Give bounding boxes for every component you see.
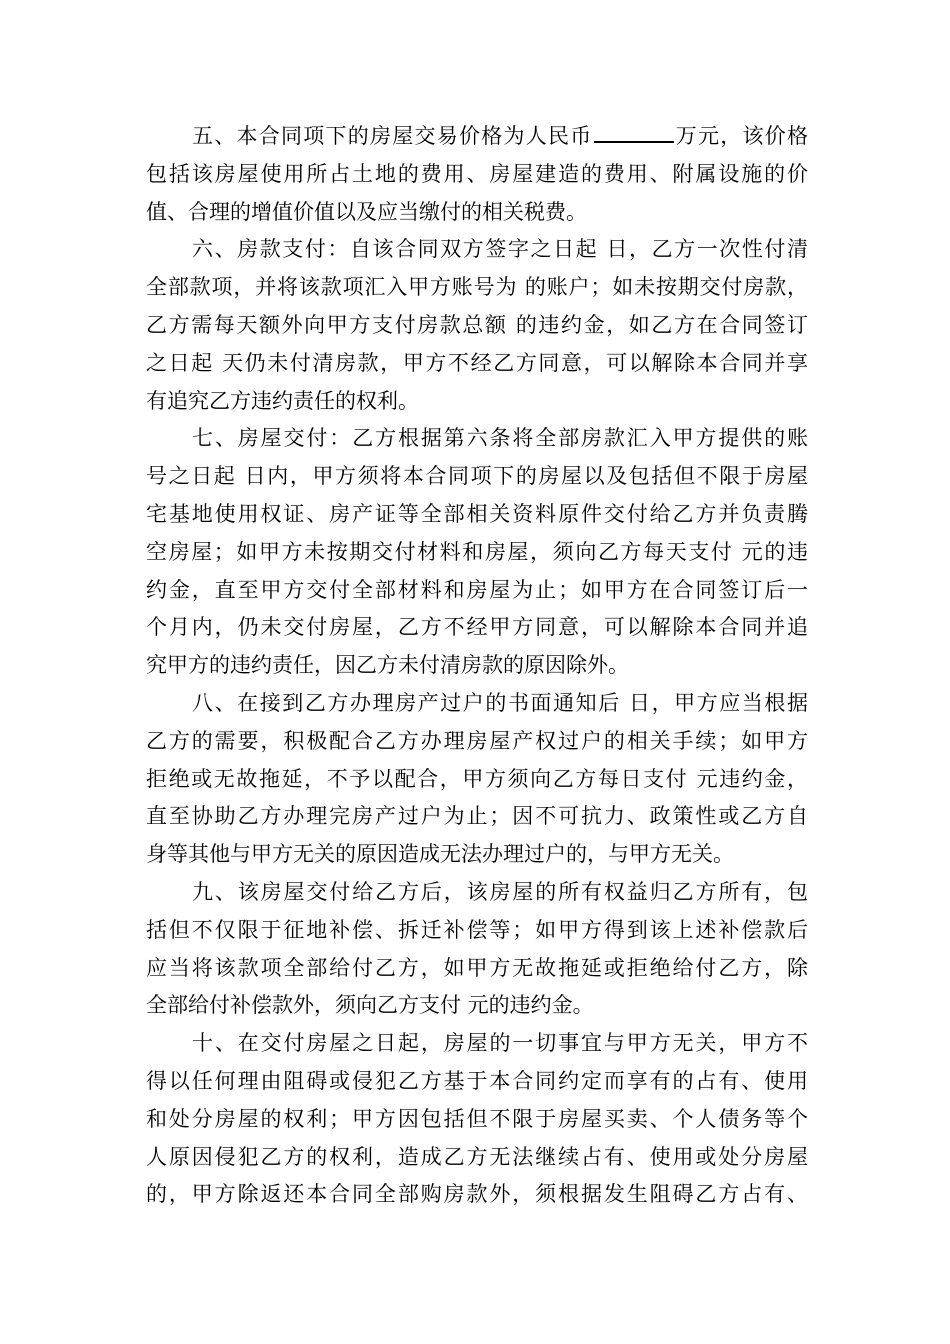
clause-6-line-2: 全部款项，并将该款项汇入甲方账号为 的账户；如未按期交付房款， (146, 275, 808, 300)
clause-9-line-1: 九、该房屋交付给乙方后，该房屋的所有权益归乙方所有，包 (192, 879, 808, 904)
clause-5-text-after-blank: 万元，该价格 (674, 124, 808, 148)
clause-7-line-7: 究甲方的违约责任，因乙方未付清房款的原因除外。 (146, 653, 629, 678)
clause-8-paragraph (146, 685, 808, 874)
clause-6-line-5: 有追究乙方违约责任的权利。 (146, 388, 419, 413)
clause-9-paragraph (146, 874, 808, 1025)
clause-7-paragraph (146, 420, 808, 685)
clause-5-line-1 (146, 118, 808, 156)
clause-10-line-2: 得以任何理由阻碍或侵犯乙方基于本合同约定而享有的占有、使用 (146, 1068, 808, 1093)
clause-6-line-3: 乙方需每天额外向甲方支付房款总额 的违约金，如乙方在合同签订 (146, 312, 808, 337)
clause-10-line-5: 的，甲方除返还本合同全部购房款外，须根据发生阻碍乙方占有、 (146, 1182, 808, 1207)
clause-9-line-4: 全部给付补偿款外，须向乙方支付 元的违约金。 (146, 993, 594, 1018)
clause-9-line-3: 应当将该款项全部给付乙方，如甲方无故拖延或拒绝给付乙方，除 (146, 955, 808, 980)
clause-5-line-3: 值、合理的增值价值以及应当缴付的相关税费。 (146, 199, 587, 224)
clause-6-line-4: 之日起 天仍未付清房款，甲方不经乙方同意，可以解除本合同并享 (146, 350, 808, 375)
clause-8-line-4: 直至协助乙方办理完房产过户为止；因不可抗力、政策性或乙方自 (146, 804, 808, 829)
clause-5-text-before-blank: 五、本合同项下的房屋交易价格为人民币 (192, 124, 593, 148)
clause-7-line-4: 空房屋；如甲方未按期交付材料和房屋，须向乙方每天支付 元的违 (146, 539, 808, 564)
clause-8-line-3: 拒绝或无故拖延，不予以配合，甲方须向乙方每日支付 元违约金， (146, 766, 808, 791)
clause-7-line-2: 号之日起 日内，甲方须将本合同项下的房屋以及包括但不限于房屋 (146, 464, 808, 489)
clause-7-line-3: 宅基地使用权证、房产证等全部相关资料原件交付给乙方并负责腾 (146, 501, 808, 526)
clause-9-line-2: 括但不仅限于征地补偿、拆迁补偿等；如甲方得到该上述补偿款后 (146, 917, 808, 942)
clause-5-paragraph (146, 118, 808, 231)
price-blank-field (594, 123, 674, 143)
clause-10-line-4: 人原因侵犯乙方的权利，造成乙方无法继续占有、使用或处分房屋 (146, 1144, 808, 1169)
clause-6-paragraph (146, 231, 808, 420)
clause-7-line-6: 个月内，仍未交付房屋，乙方不经甲方同意，可以解除本合同并追 (146, 615, 808, 640)
clause-10-line-3: 和处分房屋的权利；甲方因包括但不限于房屋买卖、个人债务等个 (146, 1106, 808, 1131)
clause-5-line-2: 包括该房屋使用所占土地的费用、房屋建造的费用、附属设施的价 (146, 161, 808, 186)
clause-8-line-5: 身等其他与甲方无关的原因造成无法办理过户的，与甲方无关。 (146, 842, 734, 867)
clause-8-line-2: 乙方的需要，积极配合乙方办理房屋产权过户的相关手续；如甲方 (146, 728, 808, 753)
clause-8-line-1: 八、在接到乙方办理房产过户的书面通知后 日，甲方应当根据 (192, 690, 808, 715)
clause-10-paragraph (146, 1025, 808, 1214)
clause-10-line-1: 十、在交付房屋之日起，房屋的一切事宜与甲方无关，甲方不 (192, 1031, 808, 1056)
clause-6-line-1: 六、房款支付：自该合同双方签字之日起 日，乙方一次性付清 (192, 237, 808, 262)
clause-7-line-1: 七、房屋交付：乙方根据第六条将全部房款汇入甲方提供的账 (192, 426, 808, 451)
contract-body (146, 118, 808, 1214)
clause-7-line-5: 约金，直至甲方交付全部材料和房屋为止；如甲方在合同签订后一 (146, 577, 808, 602)
